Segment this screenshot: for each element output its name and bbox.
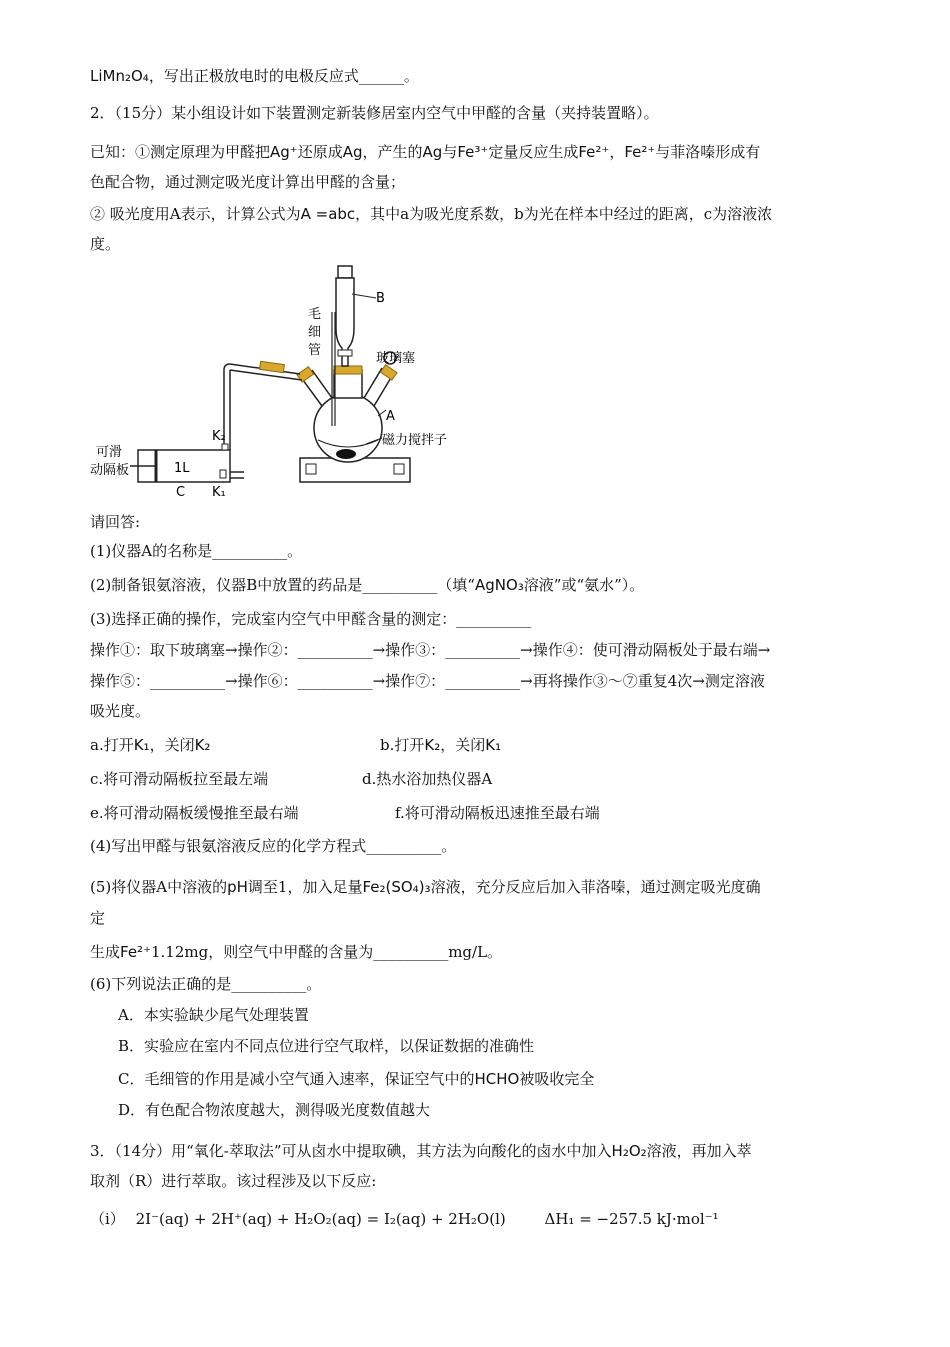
known-1: 已知：①测定原理为甲醛把Ag⁺还原成Ag，产生的Ag与Fe³⁺定量反应生成Fe²⁺，Fe²⁺与菲洛嗪形成有 — [90, 143, 761, 161]
label-xi: 细 — [308, 325, 322, 340]
label-glass-stopper: 玻璃塞 — [376, 351, 416, 366]
label-c: C — [176, 485, 186, 500]
part-5: (5)将仪器A中溶液的pH调至1，加入足量Fe₂(SO₄)₃溶液，充分反应后加入菲洛嗪，通过测定吸光度确 — [90, 878, 761, 896]
question-3-line2: 取剂（R）进行萃取。该过程涉及以下反应: — [90, 1172, 377, 1190]
valve-k2 — [222, 444, 228, 450]
plate-knob-right — [394, 464, 404, 474]
option-d: d.热水浴加热仪器A — [362, 770, 493, 788]
funnel-top — [338, 266, 352, 278]
part-3-ops-2: 操作⑤：__________→操作⑥：__________→操作⑦：__________→再将操作③～⑦重复4次→测定溶液 — [90, 672, 765, 690]
part-4: (4)写出甲醛与银氨溶液反应的化学方程式__________。 — [90, 837, 457, 855]
known-1-line2: 色配合物，通过测定吸光度计算出甲醛的含量； — [90, 173, 406, 191]
valve-k1-outlet — [230, 472, 244, 478]
choice-c: C．毛细管的作用是减小空气通入速率，保证空气中的HCHO被吸收完全 — [118, 1070, 595, 1088]
option-c: c.将可滑动隔板拉至最左端 — [90, 770, 269, 788]
plate-knob-left — [306, 464, 316, 474]
formula-hcho: HCHO — [474, 1070, 520, 1088]
center-joint — [334, 366, 362, 374]
label-line-b — [352, 294, 376, 298]
choice-a: A．本实验缺少尾气处理装置 — [118, 1006, 309, 1024]
label-k2: K₂ — [212, 429, 226, 444]
label-guan: 管 — [308, 343, 322, 358]
label-a: A — [386, 409, 395, 424]
formula-ag-plus: Ag⁺ — [270, 143, 298, 161]
part-3-ops-3: 吸光度。 — [90, 702, 151, 720]
valve-k1 — [220, 470, 226, 478]
part-3-ops-1: 操作①：取下玻璃塞→操作②：__________→操作③：__________→操作④：使可滑动隔板处于最右端→ — [90, 641, 771, 659]
choice-b: B．实验应在室内不同点位进行空气取样，以保证数据的准确性 — [118, 1037, 535, 1055]
choice-d: D．有色配合物浓度越大，测得吸光度数值越大 — [118, 1101, 431, 1119]
label-stirrer: 磁力搅拌子 — [382, 433, 448, 448]
formula-fe2so43: Fe₂(SO₄)₃ — [362, 878, 431, 896]
formula-agno3: AgNO₃ — [474, 576, 524, 594]
funnel-stopcock — [338, 350, 352, 356]
part-5-line2: 定 — [90, 909, 106, 927]
ask-line: 请回答: — [90, 513, 141, 531]
option-f: f.将可滑动隔板迅速推至最右端 — [395, 804, 600, 822]
formula-fe2: Fe²⁺ — [578, 143, 610, 161]
reaction-1-enthalpy: ΔH₁ = −257.5 kJ·mol⁻¹ — [544, 1210, 719, 1228]
question-3-line1: 3．（14分）用“氧化-萃取法”可从卤水中提取碘，其方法为向酸化的卤水中加入H₂O₂溶液，再加入萃 — [90, 1142, 752, 1160]
label-1l: 1L — [174, 461, 190, 476]
part-2: (2)制备银氨溶液，仪器B中放置的药品是__________（填“AgNO₃溶液”或“氨水”）。 — [90, 576, 645, 594]
formula-ag-2: Ag — [422, 143, 443, 161]
formula-limn2o4: LiMn₂O₄ — [90, 67, 149, 85]
reaction-1: （i） 2I⁻(aq) + 2H⁺(aq) + H₂O₂(aq) = I₂(aq) + 2H₂O(l) ΔH₁ = −257.5 kJ·mol⁻¹ — [90, 1210, 719, 1228]
formula-a-abc: A =abc — [300, 205, 356, 223]
option-a: a.打开K₁，关闭K₂ — [90, 736, 211, 754]
part-5-line3: 生成Fe²⁺1.12mg，则空气中甲醛的含量为__________mg/L。 — [90, 943, 503, 961]
label-slide-2: 动隔板 — [90, 463, 130, 478]
label-k1: K₁ — [212, 485, 226, 500]
label-slide-1: 可滑 — [96, 445, 123, 460]
apparatus-figure — [90, 258, 470, 508]
part-3: (3)选择正确的操作，完成室内空气中甲醛含量的测定：__________ — [90, 610, 532, 628]
option-e: e.将可滑动隔板缓慢推至最右端 — [90, 804, 299, 822]
rubber-connector — [260, 361, 285, 372]
tube-top-2 — [230, 370, 302, 380]
right-joint — [380, 365, 397, 380]
formula-fe3: Fe³⁺ — [457, 143, 489, 161]
part-1: (1)仪器A的名称是__________。 — [90, 542, 303, 560]
formula-ag: Ag — [342, 143, 363, 161]
formula-fe2-b: Fe²⁺ — [624, 143, 656, 161]
question-2-title: 2．（15分）某小组设计如下装置测定新装修居室内空气中甲醛的含量（夹持装置略）。 — [90, 104, 659, 122]
known-2-line2: 度。 — [90, 235, 121, 253]
apparatus-diagram — [90, 258, 470, 508]
formula-h2o2: H₂O₂ — [611, 1142, 647, 1160]
reaction-1-equation: 2I⁻(aq) + 2H⁺(aq) + H₂O₂(aq) = I₂(aq) + 2H₂O(l) — [135, 1210, 506, 1228]
option-b: b.打开K₂，关闭K₁ — [380, 736, 502, 754]
label-b: B — [376, 291, 385, 306]
part-6: (6)下列说法正确的是__________。 — [90, 975, 322, 993]
known-2: ② 吸光度用A表示，计算公式为A =abc，其中a为吸光度系数，b为光在样本中经过的距离，c为溶液浓 — [90, 205, 773, 223]
line-limn2o4: LiMn₂O₄，写出正极放电时的电极反应式______。 — [90, 67, 419, 85]
magnetic-stir-bar — [336, 449, 356, 459]
label-mao: 毛 — [308, 307, 322, 322]
